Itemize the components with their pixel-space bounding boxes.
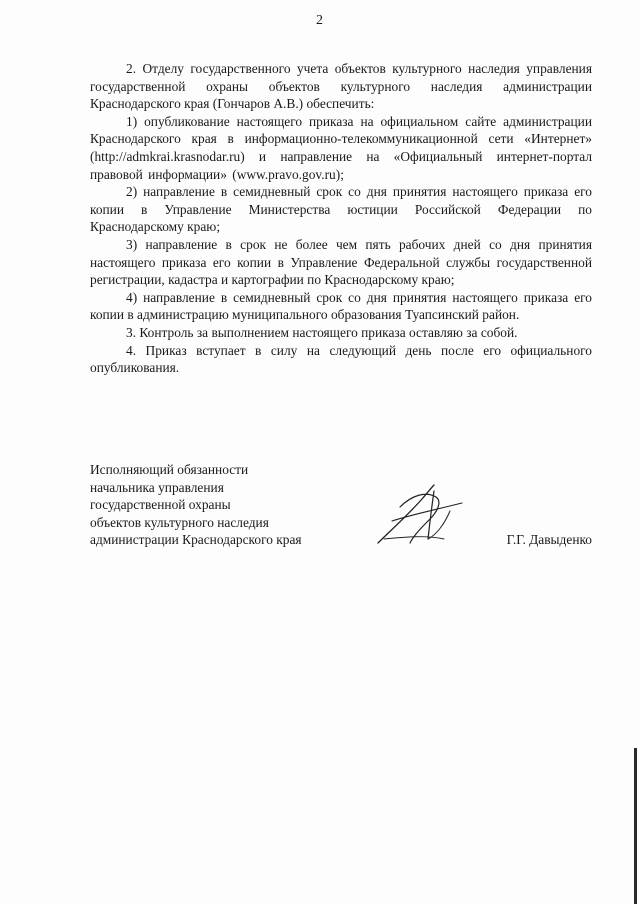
signature-block [90,461,592,551]
paragraph-2: 2. Отделу государственного учета объектов культурного наследия управления государственной охраны объектов культурного наследия администрации Краснодарского края (Гончаров А.В.) обеспечить: [90,61,592,112]
signatory-title-line: администрации Краснодарского края [90,532,302,548]
paragraph-3: 3. Контроль за выполнением настоящего приказа оставляю за собой. [126,324,518,340]
scan-edge-shadow [634,748,637,904]
paragraph-2-3: 3) направление в срок не более чем пять рабочих дней со дня принятия настоящего приказа его копии в Управление Федеральной службы государственной регистрации, кадастра и картографии по Краснодарскому краю; [90,236,592,288]
signatory-title-line: начальника управления [90,479,224,495]
signatory-title-line: государственной охраны [90,497,231,513]
signatory-title-line: объектов культурного наследия [90,514,269,530]
page-number: 2 [316,13,323,28]
handwritten-signature-icon [370,481,470,551]
signatory-title [90,461,370,549]
signatory-name: Г.Г. Давыденко [506,532,592,547]
paragraph-2-2: 2) направление в семидневный срок со дня принятия настоящего приказа его копии в Управление Министерства юстиции Российской Федерации по Краснодарскому краю; [90,184,592,235]
signatory-title-line: Исполняющий обязанности [90,462,249,477]
paragraph-4: 4. Приказ вступает в силу на следующий день после его официального опубликования. [90,342,592,376]
document-body [90,60,592,377]
paragraph-2-1: 1) опубликование настоящего приказа на официальном сайте администрации Краснодарского края в информационно-телекоммуникационной сети «Интернет» (http://admkrai.krasnodar.ru) и направление на «Официальный интернет-портал правовой информации» (www.pravo.gov.ru); [90,113,592,182]
paragraph-2-4: 4) направление в семидневный срок со дня принятия настоящего приказа его копии в администрацию муниципального образования Туапсинский район. [90,289,592,323]
